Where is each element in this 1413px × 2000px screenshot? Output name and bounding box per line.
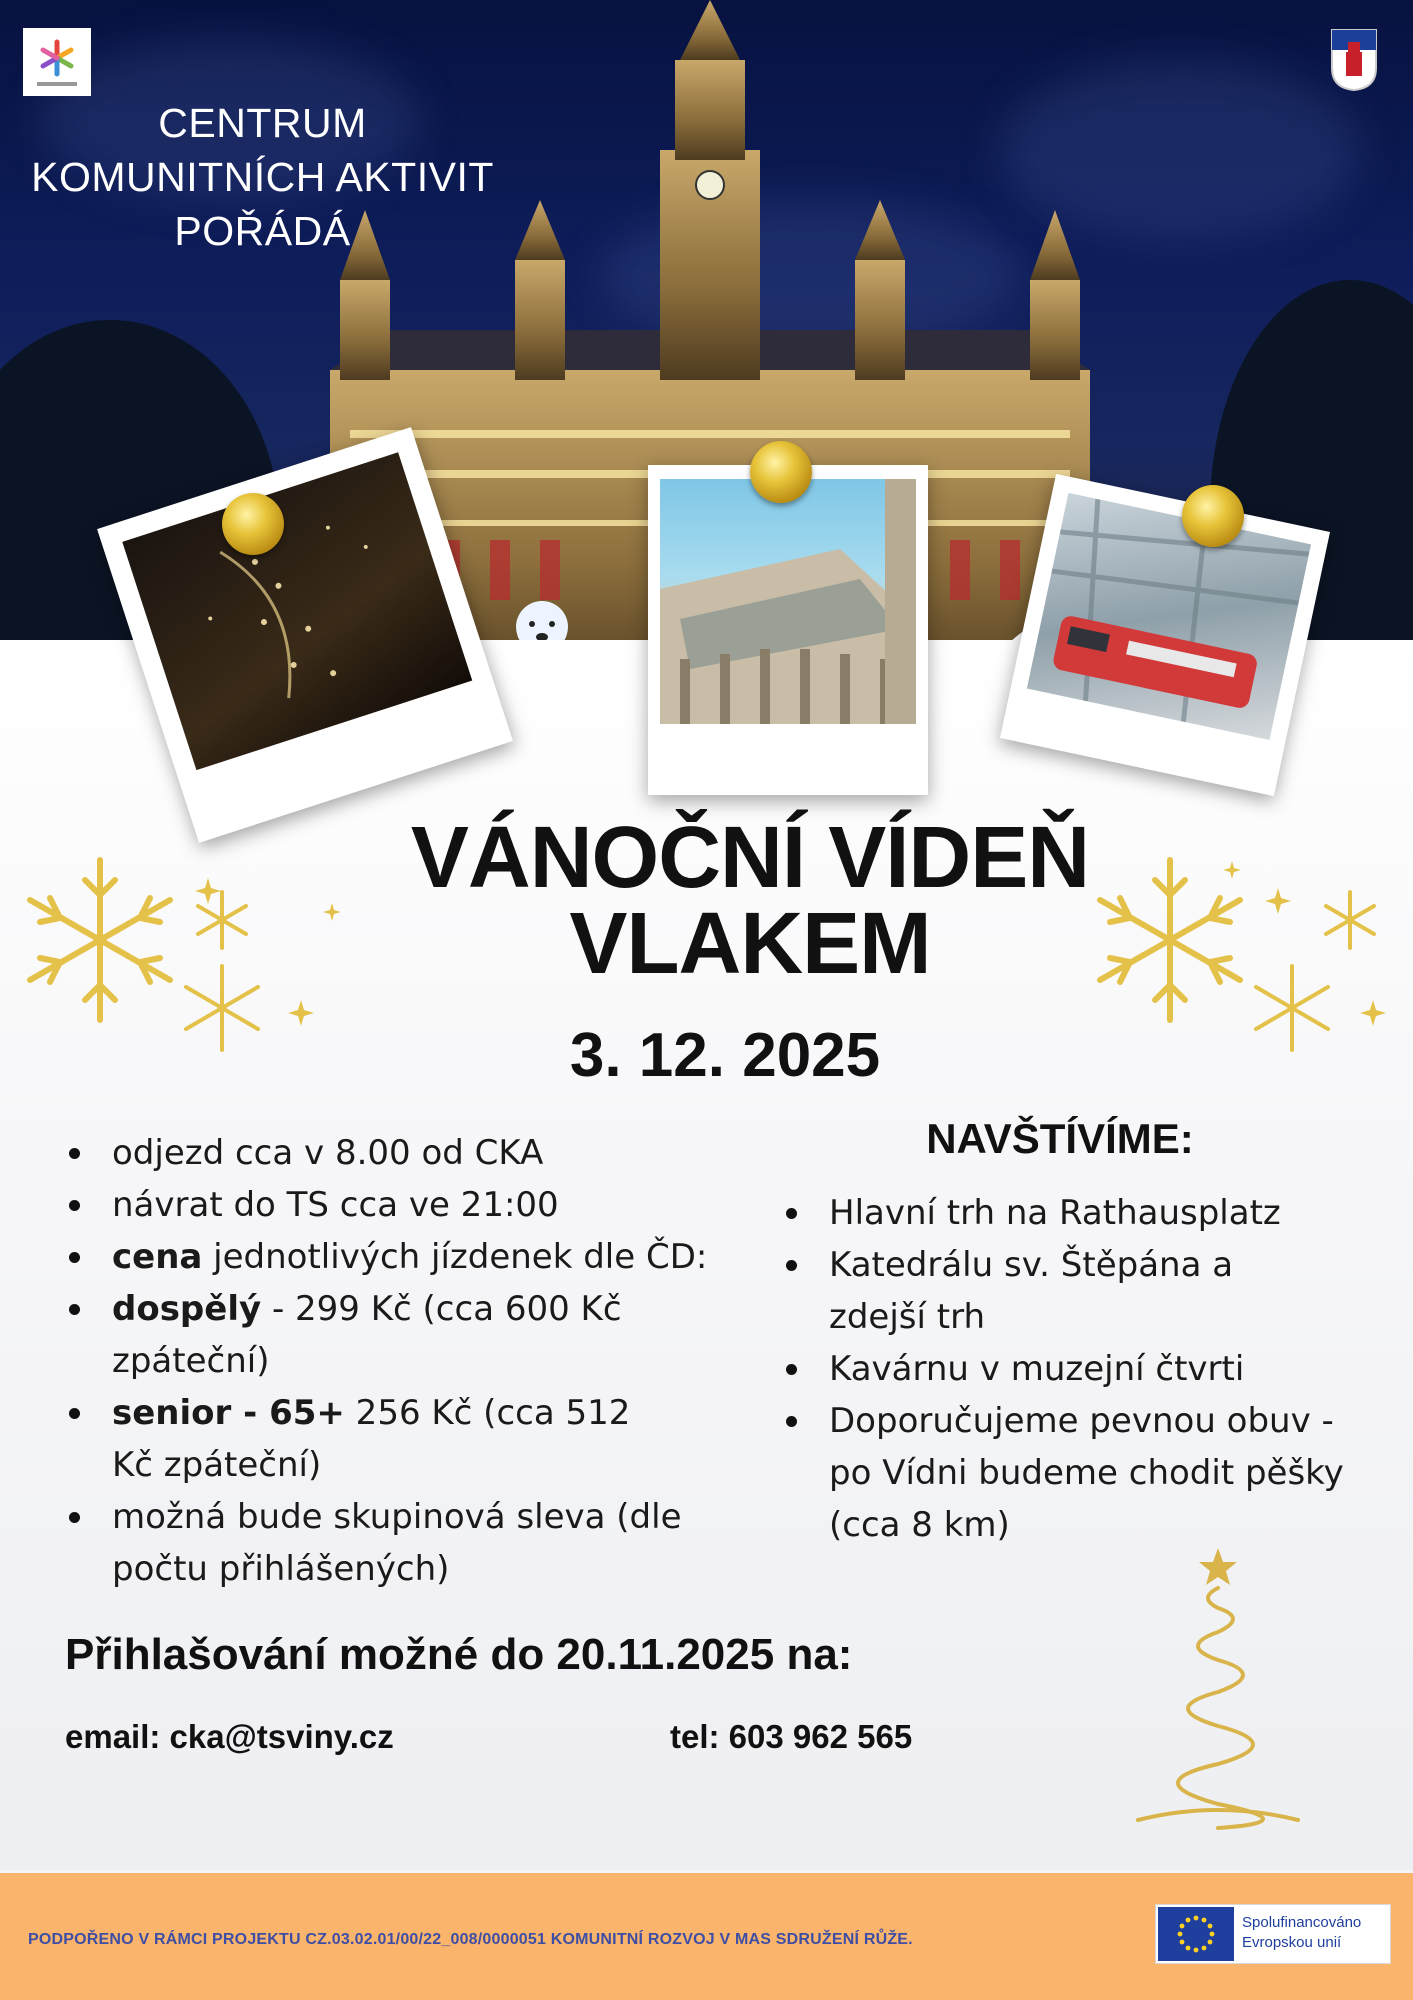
organizer-line: POŘÁDÁ xyxy=(174,208,351,254)
list-item: Doporučujeme pevnou obuv - po Vídni budeme chodit pěšky (cca 8 km) xyxy=(784,1395,1369,1551)
list-item: cena jednotlivých jízdenek dle ČD: xyxy=(67,1231,767,1283)
visit-heading: NAVŠTÍVÍME: xyxy=(926,1115,1194,1162)
list-item: návrat do TS cca ve 21:00 xyxy=(67,1179,767,1231)
community-logo-icon xyxy=(23,28,91,96)
eu-badge-line: Evropskou unií xyxy=(1242,1934,1342,1951)
registration-heading: Přihlašování možné do 20.11.2025 na: xyxy=(65,1630,853,1679)
polaroid-cathedral xyxy=(648,465,928,795)
christmas-tree-icon xyxy=(1118,1548,1318,1838)
visit-list xyxy=(784,1187,1344,1551)
info-list xyxy=(67,1127,767,1595)
organizer-line: CENTRUM xyxy=(158,100,367,146)
polaroid-train xyxy=(1000,474,1330,796)
eu-badge-text xyxy=(1242,1913,1361,1953)
eu-flag-icon xyxy=(1158,1907,1234,1961)
snowflake-icon xyxy=(30,860,170,1020)
list-item: odjezd cca v 8.00 od CKA xyxy=(67,1127,767,1179)
list-item: senior - 65+ 256 Kč (cca 512 Kč zpáteční) xyxy=(67,1387,672,1491)
list-item: možná bude skupinová sleva (dle počtu přihlášených) xyxy=(67,1491,732,1595)
gold-pin-icon xyxy=(222,493,284,555)
organizer-line: KOMUNITNÍCH AKTIVIT xyxy=(31,154,494,200)
list-item: dospělý - 299 Kč (cca 600 Kč zpáteční) xyxy=(67,1283,672,1387)
organizer-heading xyxy=(0,96,525,258)
list-item: Hlavní trh na Rathausplatz xyxy=(784,1187,1344,1239)
event-date: 3. 12. 2025 xyxy=(569,1021,881,1090)
event-title-line: VÁNOČNÍ VÍDEŇ xyxy=(410,809,1090,906)
contact-phone[interactable]: tel: 603 962 565 xyxy=(670,1718,913,1755)
footer-project-note: PODPOŘENO V RÁMCI PROJEKTU CZ.03.02.01/00/22_008/0000051 KOMUNITNÍ ROZVOJ V MAS SDRUŽENÍ RŮŽE. xyxy=(28,1931,913,1948)
list-item: Katedrálu sv. Štěpána a zdejší trh xyxy=(784,1239,1249,1343)
snowflake-icon xyxy=(1256,892,1374,1050)
gold-pin-icon xyxy=(1182,485,1244,547)
eu-cofinanced-badge xyxy=(1155,1904,1391,1964)
list-item: Kavárnu v muzejní čtvrti xyxy=(784,1343,1344,1395)
gold-pin-icon xyxy=(750,441,812,503)
coat-of-arms-icon xyxy=(1330,28,1378,92)
contact-email[interactable]: email: cka@tsviny.cz xyxy=(65,1718,394,1755)
eu-badge-line: Spolufinancováno xyxy=(1242,1914,1362,1931)
snowflake-icon xyxy=(186,892,258,1050)
event-title xyxy=(260,809,1240,992)
event-title-line: VLAKEM xyxy=(569,895,931,992)
